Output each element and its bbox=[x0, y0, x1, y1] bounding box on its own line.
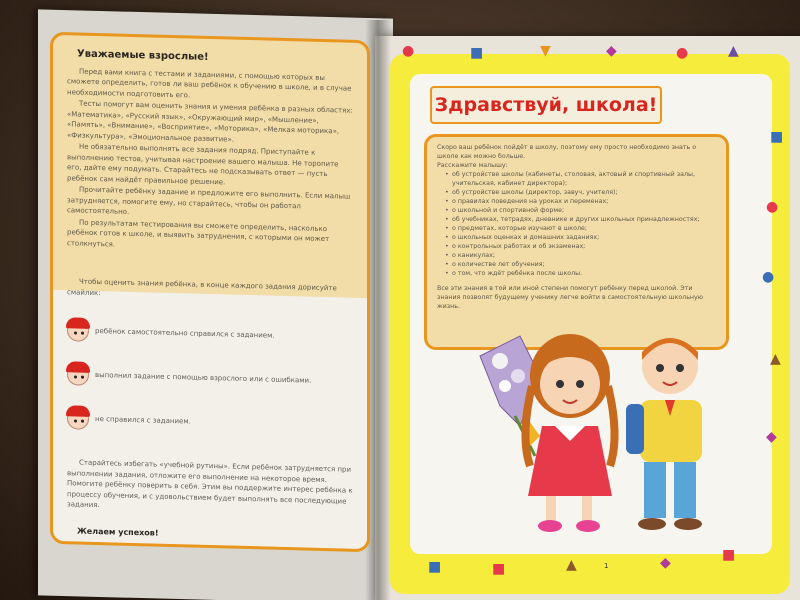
sad-face-icon bbox=[67, 407, 89, 430]
list-item: • об устройстве школы (кабинеты, столовая, актовый и спортивный залы, учительская, кабинет директора); bbox=[445, 170, 716, 188]
page-number: 1 bbox=[604, 562, 609, 570]
pyramid-icon: ▲ bbox=[728, 43, 739, 59]
girl-illustration bbox=[525, 334, 614, 532]
top-icon: ▲ bbox=[566, 557, 577, 573]
apple-icon: ● bbox=[766, 199, 779, 215]
balloon-icon: ● bbox=[762, 269, 775, 285]
legend-text: выполнил задание с помощью взрослого или с ошибками. bbox=[95, 370, 312, 385]
candy-icon: ◆ bbox=[766, 429, 777, 445]
list-item: • о количестве лет обучения; bbox=[445, 260, 716, 269]
left-page-frame bbox=[50, 32, 370, 552]
left-paragraph: Перед вами книга с тестами и заданиями, с помощью которых вы сможете определить, готов ли ваш ребёнок к обучению в школе, и в случае необходимости подготовить его. bbox=[67, 67, 352, 99]
info-conclusion: Все эти знания в той или иной степени помогут ребёнку перед школой. Эти знания позволят будущему ученику легче войти в самостоятельную школьную жизнь. bbox=[437, 285, 704, 310]
left-page-content bbox=[67, 49, 353, 543]
left-final-paragraph: Старайтесь избегать «учебной рутины». Если ребёнок затрудняется при выполнении задания, отложите его выполнение на некоторое время. Помогите ребёнку поверить в себя. Этим вы поддержите интерес ребёнка к процессу обучения, и с удовольствием будет выполнять все последующие задания. bbox=[67, 458, 353, 510]
title-box bbox=[430, 86, 662, 124]
happy-face-icon bbox=[67, 319, 89, 342]
list-item: • о каникулах; bbox=[445, 251, 716, 260]
right-page-frame bbox=[390, 54, 790, 594]
topic-list bbox=[445, 170, 716, 278]
list-item: • о правилах поведения на уроках и переменах; bbox=[445, 197, 716, 206]
left-paragraph: Тесты помогут вам оценить знания и умения ребёнка в разных областях: «Математика», «Русский язык», «Окружающий мир», «Мышление», «Память», «Внимание», «Восприятие», «Моторика», «Мелкая моторика», «Физкультура», «Эмоциональное развитие». bbox=[67, 99, 353, 144]
left-heading: Уважаемые взрослые! bbox=[77, 48, 209, 63]
left-paragraph: По результатам тестирования вы сможете определить, насколько ребёнок готов к школе, и выявить затруднения, с которыми он может столкнуться. bbox=[67, 218, 330, 249]
ball-icon: ● bbox=[402, 43, 415, 59]
info-intro: Скоро ваш ребёнок пойдёт в школу, поэтому ему просто необходимо знать о школе как можно больше. bbox=[437, 144, 697, 160]
boy-illustration bbox=[626, 338, 702, 530]
list-item: • об учебниках, тетрадях, дневнике и других школьных принадлежностях; bbox=[445, 215, 716, 224]
legend-item-sad bbox=[67, 407, 353, 436]
cube-icon: ■ bbox=[492, 561, 506, 577]
legend-text: не справился с заданием. bbox=[95, 414, 191, 426]
apple-icon: ● bbox=[676, 45, 689, 61]
candy-icon: ◆ bbox=[660, 555, 671, 571]
cube-icon: ■ bbox=[470, 45, 484, 61]
list-item: • о школьной и спортивной форме; bbox=[445, 206, 716, 215]
left-paragraph: Не обязательно выполнять все задания подряд. Приступайте к выполнению тестов, учитывая настроение вашего малыша. Не торопите его, дайте ему подумать. Старайтесь не подсказывать ответ — пусть ребёнок сам найдёт правильное решение. bbox=[67, 142, 339, 186]
list-item: • о предметах, которые изучают в школе; bbox=[445, 224, 716, 233]
wish-text: Желаем успехов! bbox=[77, 526, 159, 538]
smiley-instruction: Чтобы оценить знания ребёнка, в конце каждого задания дорисуйте смайлик: bbox=[67, 277, 337, 297]
cup-icon: ■ bbox=[770, 129, 784, 145]
list-item: • о контрольных работах и об экзаменах; bbox=[445, 242, 716, 251]
carrot-icon: ▼ bbox=[540, 43, 551, 59]
top-icon: ▲ bbox=[770, 351, 781, 367]
cup-icon: ■ bbox=[722, 547, 736, 563]
tell-label: Расскажите малышу: bbox=[437, 162, 508, 169]
legend-item-neutral bbox=[67, 363, 353, 392]
children-illustration bbox=[460, 316, 740, 548]
candy-icon: ◆ bbox=[606, 43, 617, 59]
legend-text: ребёнок самостоятельно справился с заданием. bbox=[95, 326, 275, 340]
cup-icon: ■ bbox=[428, 559, 442, 575]
list-item: • о школьных оценках и домашних заданиях; bbox=[445, 233, 716, 242]
list-item: • об устройстве школы (директор, завуч, учителя); bbox=[445, 188, 716, 197]
legend-item-happy bbox=[67, 319, 353, 348]
page-title: Здравствуй, школа! bbox=[434, 94, 658, 116]
left-paragraph: Прочитайте ребёнку задание и предложите его выполнить. Если малыш затрудняется, помогите ему, но старайтесь, чтобы он работал самостоятельно. bbox=[67, 185, 351, 216]
neutral-face-icon bbox=[67, 363, 89, 386]
list-item: • о том, что ждёт ребёнка после школы. bbox=[445, 269, 716, 278]
